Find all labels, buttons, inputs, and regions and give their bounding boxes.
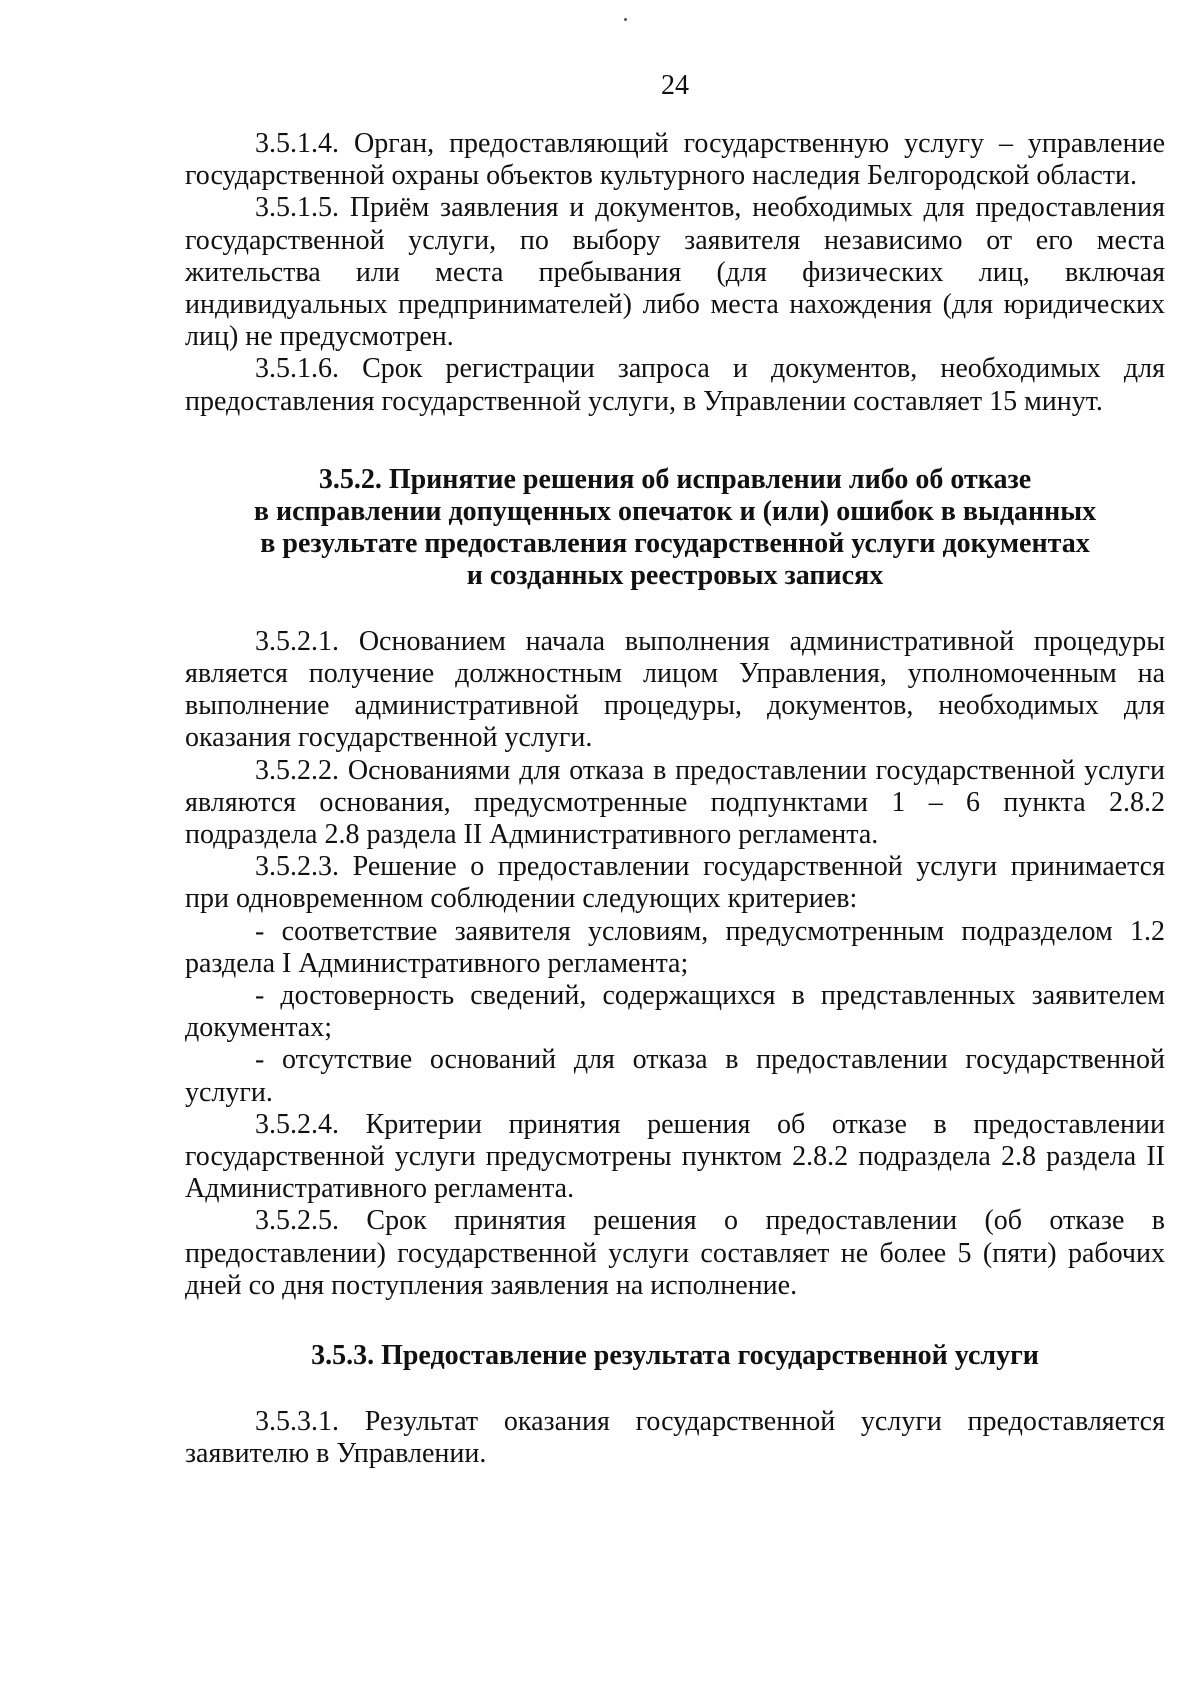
scan-speck [624, 18, 627, 21]
paragraph-3-5-2-3: 3.5.2.3. Решение о предоставлении государственной услуги принимается при одновременном соблюдении следующих критериев: [185, 851, 1165, 915]
paragraph-3-5-1-4: 3.5.1.4. Орган, предоставляющий государственную услугу – управление государственной охраны объектов культурного наследия Белгородской области. [185, 128, 1165, 192]
criterion-item: - достоверность сведений, содержащихся в представленных заявителем документах; [185, 980, 1165, 1044]
paragraph-3-5-1-5: 3.5.1.5. Приём заявления и документов, необходимых для предоставления государственной услуги, по выбору заявителя независимо от его места жительства или места пребывания (для физических лиц, включая индивидуальных предпринимателей) либо места нахождения (для юридических лиц) не предусмотрен. [185, 192, 1165, 353]
section-3-5-2 [185, 626, 1165, 1302]
paragraph-3-5-2-4: 3.5.2.4. Критерии принятия решения об отказе в предоставлении государственной услуги предусмотрены пунктом 2.8.2 подраздела 2.8 раздела II Административного регламента. [185, 1108, 1165, 1205]
heading-line: в исправлении допущенных опечаток и (или) ошибок в выданных [253, 495, 1097, 527]
paragraph-3-5-1-6: 3.5.1.6. Срок регистрации запроса и документов, необходимых для предоставления государственной услуги, в Управлении составляет 15 минут. [185, 353, 1165, 417]
paragraph-3-5-2-1: 3.5.2.1. Основанием начала выполнения административной процедуры является получение должностным лицом Управления, уполномоченным на выполнение административной процедуры, документов, необходимых для оказания государственной услуги. [185, 625, 1165, 754]
heading-line: 3.5.2. Принятие решения об исправлении либо об отказе [318, 463, 1032, 495]
paragraph-3-5-3-1: 3.5.3.1. Результат оказания государственной услуги предоставляется заявителю в Управлении. [185, 1406, 1165, 1470]
section-3-5-1-end [185, 128, 1165, 418]
document-page [185, 70, 1165, 1471]
section-3-5-3 [185, 1406, 1165, 1470]
criterion-item: - отсутствие оснований для отказа в предоставлении государственной услуги. [185, 1044, 1165, 1108]
section-heading-3-5-3: 3.5.3. Предоставление результата государственной услуги [311, 1340, 1039, 1372]
heading-line: и созданных реестровых записях [466, 559, 884, 591]
page-number: 24 [661, 70, 689, 101]
paragraph-3-5-2-2: 3.5.2.2. Основаниями для отказа в предоставлении государственной услуги являются основания, предусмотренные подпунктами 1 – 6 пункта 2.8.2 подраздела 2.8 раздела II Административного регламента. [185, 754, 1165, 851]
section-heading-3-5-2 [185, 464, 1165, 592]
criterion-item: - соответствие заявителя условиям, предусмотренным подразделом 1.2 раздела I Административного регламента; [185, 915, 1165, 979]
heading-line: в результате предоставления государственной услуги документах [260, 527, 1090, 559]
paragraph-3-5-2-5: 3.5.2.5. Срок принятия решения о предоставлении (об отказе в предоставлении) государственной услуги составляет не более 5 (пяти) рабочих дней со дня поступления заявления на исполнение. [185, 1205, 1165, 1301]
